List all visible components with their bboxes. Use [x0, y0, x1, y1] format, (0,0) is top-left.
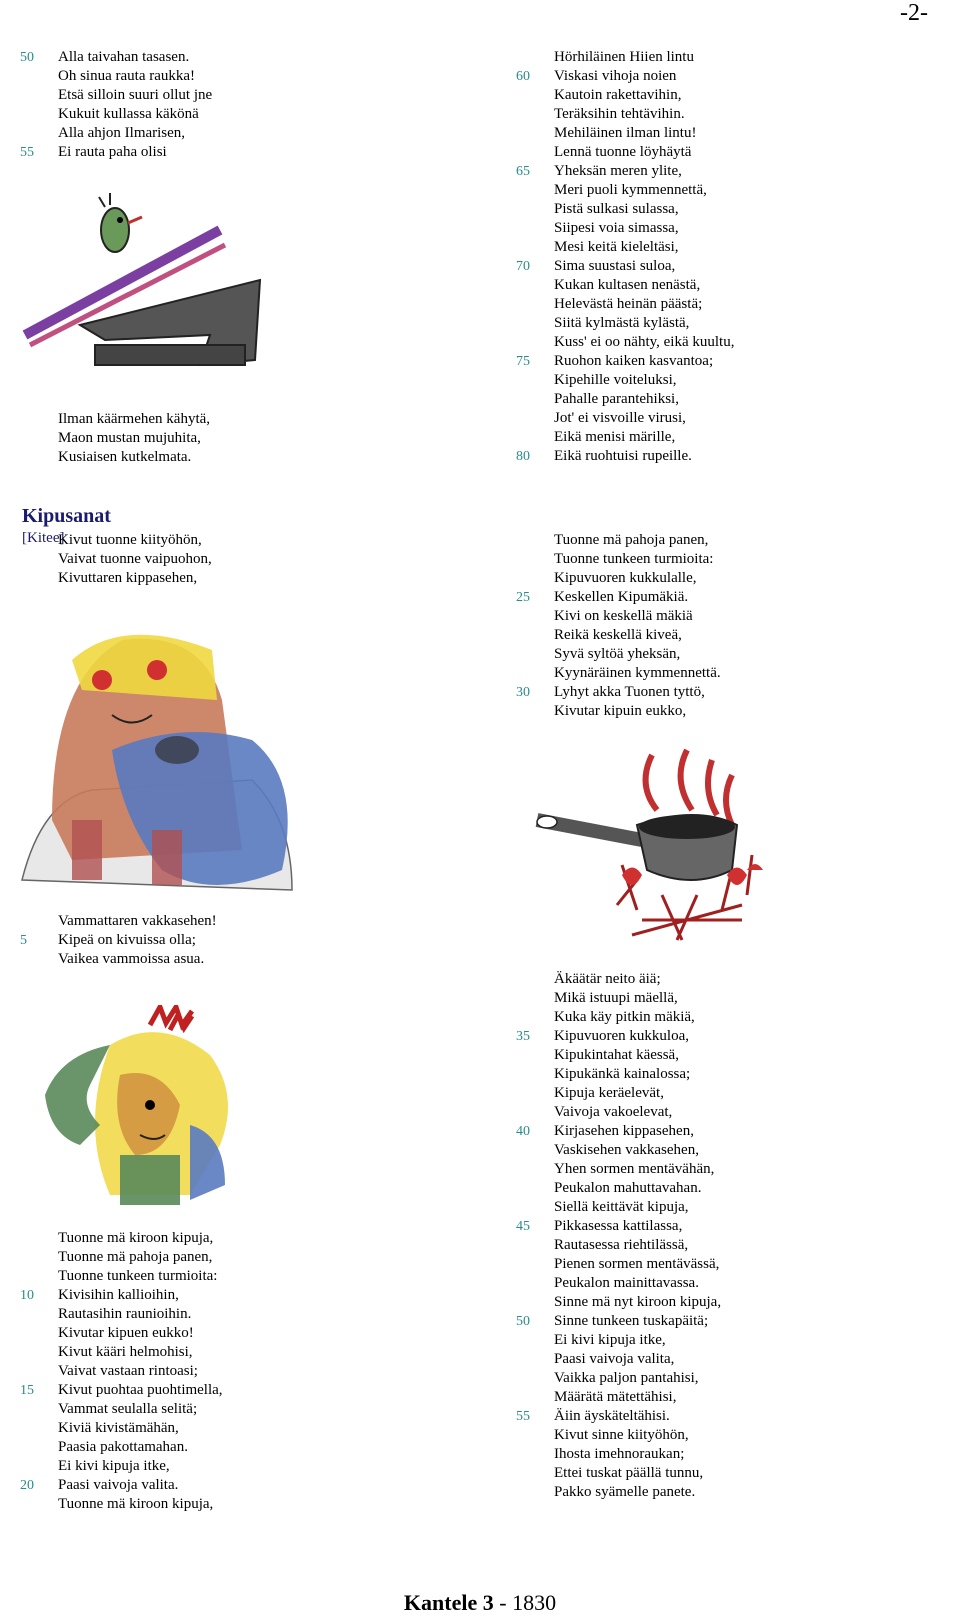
verse-text: Helevästä heinän päästä; [554, 296, 703, 312]
verse-text: Kipuvuoren kukkuloa, [554, 1028, 689, 1044]
verse-text: Vaivat tuonne vaipuohon, [58, 551, 212, 567]
verse-text: Kivut kääri helmohisi, [58, 1344, 193, 1360]
verse-text: Mikä istuupi mäellä, [554, 990, 678, 1006]
verse-text: Tuonne mä kiroon kipuja, [58, 1230, 214, 1246]
verse-text: Syvä syltöä yheksän, [554, 646, 681, 662]
verse-text: Kiviä kivistämähän, [58, 1420, 179, 1436]
verse-text: Vaskisehen vakkasehen, [554, 1142, 699, 1158]
line-number: 40 [516, 1124, 530, 1139]
verse-text: Kukan kultasen nenästä, [554, 277, 701, 293]
verse-text: Meri puoli kymmennettä, [554, 182, 707, 198]
verse-text: Paasi vaivoja valita. [58, 1477, 179, 1493]
line-number: 10 [20, 1288, 34, 1303]
verse-text: Jot' ei visvoille virusi, [554, 410, 686, 426]
verse-text: Kipukänkä kainalossa; [554, 1066, 691, 1082]
line-number: 35 [516, 1029, 530, 1044]
verse-text: Äiin äyskäteltähisi. [554, 1408, 670, 1424]
line-number: 25 [516, 590, 530, 605]
verse-text: Teräksihin tehtävihin. [554, 106, 685, 122]
verse-text: Vaivoja vakoelevat, [554, 1104, 673, 1120]
verse-text: Ei kivi kipuja itke, [554, 1332, 666, 1348]
verse-text: Kusiaisen kutkelmata. [58, 449, 192, 465]
verse-text: Rautasessa riehtilässä, [554, 1237, 689, 1253]
verse-text: Maon mustan mujuhita, [58, 430, 201, 446]
verse-text: Alla taivahan tasasen. [58, 49, 190, 65]
verse-text: Kukuit kullassa käkönä [58, 106, 199, 122]
verse-text: Äkäätär neito äiä; [554, 971, 661, 987]
verse-text: Ei rauta paha olisi [58, 144, 167, 160]
verse-text: Ruohon kaiken kasvantoa; [554, 353, 714, 369]
verse-text: Keskellen Kipumäkiä. [554, 589, 689, 605]
line-number: 50 [20, 50, 34, 65]
bird-on-anvil-drawing [10, 185, 310, 405]
verse-text: Lennä tuonne löyhäytä [554, 144, 692, 160]
verse-text: Kivutar kipuin eukko, [554, 703, 687, 719]
line-number: 5 [20, 933, 27, 948]
verse-text: Siitä kylmästä kylästä, [554, 315, 690, 331]
verse-text: Kipeä on kivuissa olla; [58, 932, 196, 948]
poem-subtitle: [Kitee] [22, 530, 65, 546]
verse-text: Kivisihin kallioihin, [58, 1287, 179, 1303]
verse-text: Kivuttaren kippasehen, [58, 570, 198, 586]
verse-text: Kyynäräinen kymmennettä. [554, 665, 721, 681]
verse-text: Sinne mä nyt kiroon kipuja, [554, 1294, 722, 1310]
verse-text: Pikkasessa kattilassa, [554, 1218, 683, 1234]
line-number: 60 [516, 69, 530, 84]
verse-text: Vammattaren vakkasehen! [58, 913, 217, 929]
verse-text: Peukalon mahuttavahan. [554, 1180, 702, 1196]
verse-text: Sima suustasi suloa, [554, 258, 676, 274]
verse-text: Pistä sulkasi sulassa, [554, 201, 679, 217]
verse-text: Tuonne mä pahoja panen, [554, 532, 709, 548]
line-number: 65 [516, 164, 530, 179]
verse-text: Vaikea vammoissa asua. [58, 951, 205, 967]
verse-text: Sinne tunkeen tuskapäitä; [554, 1313, 709, 1329]
footer-title: Kantele 3 [403, 1590, 494, 1615]
verse-text: Ilman käärmehen kähytä, [58, 411, 211, 427]
line-number: 30 [516, 685, 530, 700]
verse-text: Tuonne mä kiroon kipuja, [58, 1496, 214, 1512]
verse-text: Eikä menisi märille, [554, 429, 676, 445]
verse-text: Kivut puohtaa puohtimella, [58, 1382, 223, 1398]
footer-suffix: - 1830 [493, 1590, 557, 1615]
line-number: 55 [516, 1409, 530, 1424]
verse-text: Ettei tuskat päällä tunnu, [554, 1465, 704, 1481]
verse-text: Pienen sormen mentävässä, [554, 1256, 720, 1272]
verse-text: Rautasihin raunioihin. [58, 1306, 192, 1322]
verse-text: Mesi keitä kieleltäsi, [554, 239, 679, 255]
stone-creature-drawing [12, 620, 312, 910]
line-number: 70 [516, 259, 530, 274]
verse-text: Siellä keittävät kipuja, [554, 1199, 689, 1215]
page-number: -2- [900, 0, 928, 26]
verse-text: Oh sinua rauta raukka! [58, 68, 196, 84]
verse-text: Reikä keskellä kiveä, [554, 627, 682, 643]
verse-text: Kirjasehen kippasehen, [554, 1123, 694, 1139]
verse-text: Paasi vaivoja valita, [554, 1351, 675, 1367]
head-in-pain-drawing [40, 1005, 250, 1215]
line-number: 55 [20, 145, 34, 160]
verse-text: Pahalle parantehiksi, [554, 391, 679, 407]
footer [0, 1590, 960, 1616]
verse-text: Tuonne mä pahoja panen, [58, 1249, 213, 1265]
line-number: 15 [20, 1383, 34, 1398]
verse-text: Tuonne tunkeen turmioita: [58, 1268, 218, 1284]
verse-text: Kivi on keskellä mäkiä [554, 608, 693, 624]
verse-text: Eikä ruohtuisi rupeille. [554, 448, 692, 464]
verse-text: Alla ahjon Ilmarisen, [58, 125, 186, 141]
verse-text: Ei kivi kipuja itke, [58, 1458, 170, 1474]
verse-text: Kuka käy pitkin mäkiä, [554, 1009, 695, 1025]
verse-text: Hörhiläinen Hiien lintu [554, 49, 694, 65]
verse-text: Peukalon mainittavassa. [554, 1275, 699, 1291]
verse-text: Kipehille voiteluksi, [554, 372, 677, 388]
verse-text: Vaivat vastaan rintoasi; [58, 1363, 198, 1379]
verse-text: Yheksän meren ylite, [554, 163, 682, 179]
line-number: 75 [516, 354, 530, 369]
verse-text: Kipukintahat käessä, [554, 1047, 679, 1063]
poem-title: Kipusanat [22, 505, 111, 527]
verse-text: Ihosta imehnoraukan; [554, 1446, 685, 1462]
verse-text: Kivutar kipuen eukko! [58, 1325, 194, 1341]
verse-text: Pakko syämelle panete. [554, 1484, 696, 1500]
verse-text: Kivut sinne kiityöhön, [554, 1427, 689, 1443]
verse-text: Kipuvuoren kukkulalle, [554, 570, 697, 586]
verse-text: Siipesi voia simassa, [554, 220, 679, 236]
verse-text: Vaikka paljon pantahisi, [554, 1370, 699, 1386]
line-number: 80 [516, 449, 530, 464]
verse-text: Viskasi vihoja noien [554, 68, 677, 84]
line-number: 45 [516, 1219, 530, 1234]
verse-text: Etsä silloin suuri ollut jne [58, 87, 213, 103]
verse-text: Kautoin rakettavihin, [554, 87, 682, 103]
line-number: 50 [516, 1314, 530, 1329]
verse-text: Mehiläinen ilman lintu! [554, 125, 697, 141]
pot-on-fire-drawing [522, 745, 772, 955]
verse-text: Kipuja keräelevät, [554, 1085, 664, 1101]
verse-text: Yhen sormen mentävähän, [554, 1161, 715, 1177]
verse-text: Tuonne tunkeen turmioita: [554, 551, 714, 567]
verse-text: Paasia pakottamahan. [58, 1439, 188, 1455]
line-number: 20 [20, 1478, 34, 1493]
verse-text: Kuss' ei oo nähty, eikä kuultu, [554, 334, 735, 350]
verse-text: Määrätä mätettähisi, [554, 1389, 677, 1405]
verse-text: Kivut tuonne kiityöhön, [58, 532, 202, 548]
verse-text: Lyhyt akka Tuonen tyttö, [554, 684, 705, 700]
verse-text: Vammat seulalla selitä; [58, 1401, 198, 1417]
